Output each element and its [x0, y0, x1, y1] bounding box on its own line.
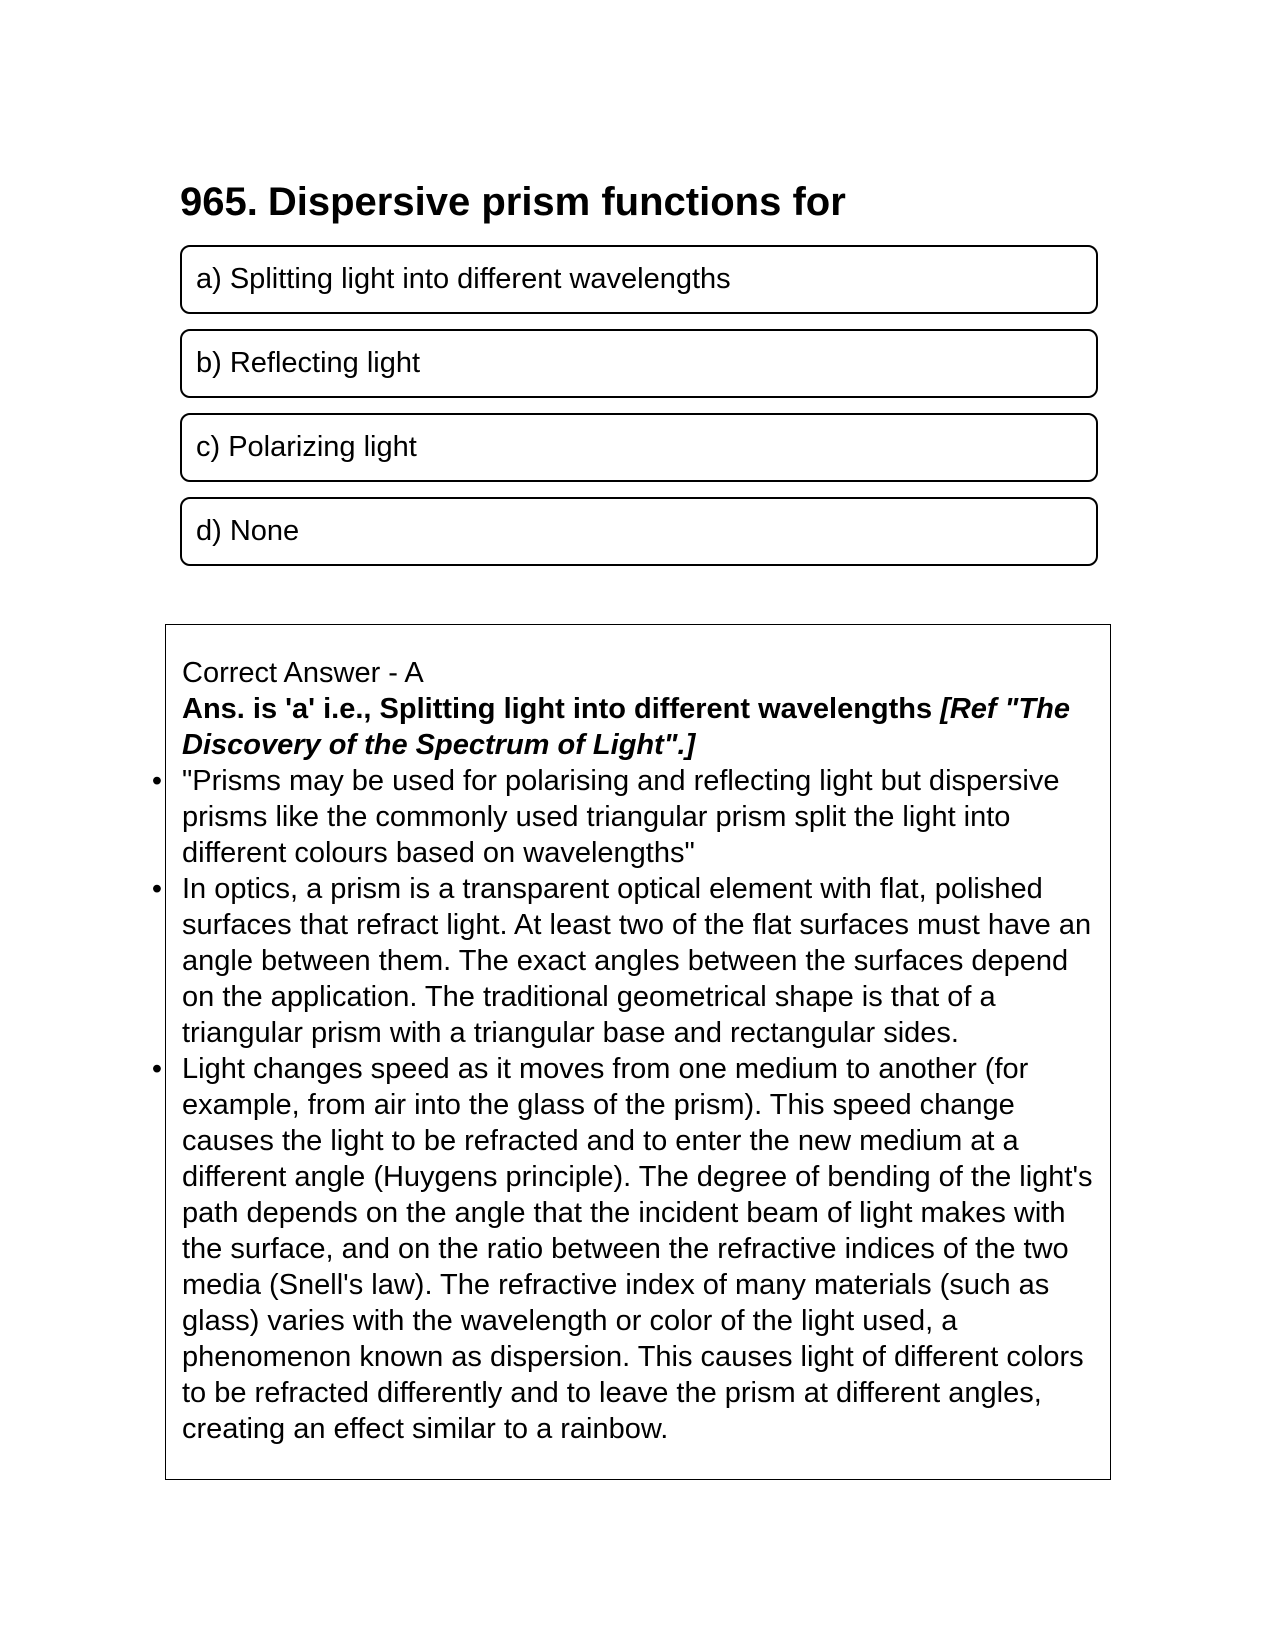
answer-reference: [Ref "The Discovery of the Spectrum of Light".] — [182, 693, 1070, 761]
option-c[interactable]: c) Polarizing light — [180, 413, 1098, 482]
explanation-point-text: Light changes speed as it moves from one medium to another (for example, from air into the glass of the prism). This speed change causes the light to be refracted and to enter the new medium at a different angle (Huygens principle). The degree of bending of the light's path depends on the angle that the incident beam of light makes with the surface, and on the ratio between the refractive indices of the two media (Snell's law). The refractive index of many materials (such as glass) varies with the wavelength or color of the light used, a phenomenon known as dispersion. This causes light of different colors to be refracted differently and to leave the prism at different angles, creating an effect similar to a rainbow. — [182, 1053, 1093, 1445]
correct-answer-line: Correct Answer - A — [182, 657, 424, 689]
bullet-icon: • — [151, 873, 163, 905]
bullet-icon: • — [151, 1053, 163, 1085]
explanation-point — [151, 1051, 1094, 1447]
options-list — [180, 245, 1098, 581]
explanation-point — [151, 871, 1094, 1051]
answer-statement — [182, 691, 1094, 763]
explanation-point-text: In optics, a prism is a transparent optical element with flat, polished surfaces that refract light. At least two of the flat surfaces must have an angle between them. The exact angles between the surfaces depend on the application. The traditional geometrical shape is that of a triangular prism with a triangular base and rectangular sides. — [182, 873, 1092, 1049]
answer-statement-text: Ans. is 'a' i.e., Splitting light into different wavelengths — [182, 693, 941, 725]
option-b[interactable]: b) Reflecting light — [180, 329, 1098, 398]
bullet-icon: • — [151, 765, 163, 797]
explanation-point-text: "Prisms may be used for polarising and reflecting light but dispersive prisms like the commonly used triangular prism split the light into different colours based on wavelengths" — [182, 765, 1060, 869]
question-number: 965. — [180, 180, 258, 224]
question-text: Dispersive prism functions for — [267, 180, 846, 224]
question-heading — [180, 178, 1100, 226]
answer-explanation-box — [151, 624, 1111, 1480]
explanation-point — [151, 763, 1094, 871]
option-d[interactable]: d) None — [180, 497, 1098, 566]
explanation-points — [151, 763, 1094, 1447]
option-a[interactable]: a) Splitting light into different wavelengths — [180, 245, 1098, 314]
